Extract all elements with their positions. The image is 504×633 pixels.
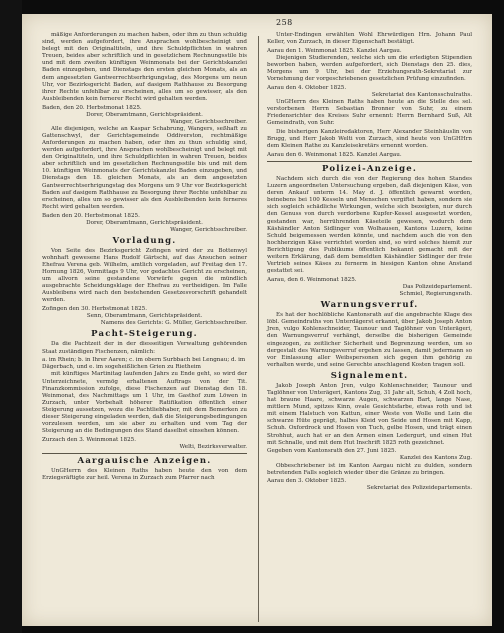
dateline: Zofingen den 30. Herbstmonat 1825.: [42, 306, 148, 313]
section-heading: Vorladung.: [112, 235, 177, 246]
paragraph: Alle diejenigen, welche an Kaspar Schabrung, Wangers, seßhaft zu Gattenschwyl, der Gerichtsgemeinde Oddiverston, rechtmäßige Anforderungen zu machen haben, oder ihm zu thun schuldig sind, werden aufgefordert, ihre Ansprachen wohlbescheinigt und belegt mit den Originaltiteln, und ihre Schuldpflichten in wahren Treuen, beides aber schriftlich und im gesetzlichen Rechnungsstile bis und mit dem 10. künftigen Weinmonats der Gerichtskanzlei Baden einzugeben, und Dienstags den 18. gleichen Monats, als an dem angesetzten Gantwerrechtserhrigungstag des Morgens um 9 Uhr vor Bezirksgericht Baden auf dasigem Rathhause zu Besorgung ihrer Rechte unfehlbar zu erscheinen, alles um so gewisser als den Ausbleibenden kein ferneres Recht wird gehalten werden.: [42, 125, 247, 210]
paragraph: Nachdem sich durch die von der Regierung des hohen Standes Luzern angeordneten Untersuchung ergeben, daß diejenigen Käse, von deren Ankauf unterm 14. May d. J. öffentlich gewarnt worden, beinebens bei 100 Kesseln und Menschen vergiftet haben, sondern sie sich sogleich schädliche Wirkungen, welche sich bezeigten, nur durch den Genuss von durch verdorbene Kupfer-Kessel ausgesetzt worden, gestanden war, herrührenden Käseteile gewesen, wodurch dem Käshändler Anton Sidlinger von Wolhausen, Kantons Luzern, keine Schuld beigemessen werden könnte, und nachdem auch die von den hochherzigen Käse verrichtet worden sind, so wird solches hiemit zur Berichtigung des Publikums öffentlich bekannt gemacht mit der weitern Erklärung, daß dem bemeldten Käshändler Sidlinger der freie Vertrieb seines Käses zu fernerm in hiesigen Kanton ohne Anstand gestattet sei.: [267, 175, 472, 275]
dateline: Aarau den 6. Weinmonat 1825. Kanzlei Aargau.: [267, 151, 402, 158]
paragraph: Jakob Joseph Anton Jren, vulgo Kohlenschneider, Taunour und Taglöhner von Unterägeri, Kantons Zug, 31 Jahr alt, Schuh, 4 Zoll hoch, hat braune Haare, schwarze Augen, schwarzen Bart, lange Nase, mittlern Mund, spitzes Kinn, ovale Gesichtsfarbe, etwas roth und ist mit einem Halstuch von Kattun, einer Weste von Wolle und Lein die schwarze Hüte geprägt, halbes Kleid von Seide und Hosen mit Kapp, Schuh. Oxfordrock und Hosen von Tuch, gelbe Hosen, und trägt einen Strohhut, auch hat er an den Armen einen Ledergurt, und einen Hut mit Schnalle, und mit dem Hut Inschrift 1825 roth gezeichnet.: [267, 382, 472, 446]
paragraph: mit künftiges Martinitag laufenden Jahrs zu Ende geht, so wird der Unterzeichnete, vermög erhaltenen Auftrags von der Tit. Finanzkommission zufolge, diese Fischenzen auf Dienstag den 18. Weinmonat, des Nachmittags um 1 Uhr, im Gasthof zum Löwen in Zurzach, unter Vorbehalt höherer Ratifikation öffentlich einer Steigerung aussetzen, wozu die Pachtliebhaber, mit dem Bemerken zu dieser Steigerung eingeladen werden, daß die Steigerungsbedingungen vorzulesen werden, um sie aber zu erhalten und vom Tag der Steigerung an die Bedingungen des Stand daselbst einsehen können.: [42, 371, 247, 435]
section-heading: Signalement.: [330, 370, 409, 381]
dateline: a. im Rhein; b. in Ihrer Aaren; c. im obern Surbbach bei Lengnau; d. im Dägerbach, und e. im sogeheißlichen Grien zu Rietheim: [42, 357, 246, 371]
signature-right: Welti, Bezirksverwalter.: [179, 443, 247, 450]
section-rule: [267, 161, 472, 162]
section-heading: Pacht-Steigerung.: [91, 329, 198, 340]
signature-right: Schmiel, Regierungsrath.: [399, 291, 472, 298]
dateline: Aarau den 1. Weinmonat 1825. Kanzlei Aargau.: [267, 47, 402, 54]
dateline: Baden, den 20. Herbstmonat 1825.: [42, 104, 142, 111]
signature-right: Namens des Gerichts: G. Müller, Gerichtsschreiber.: [100, 320, 247, 327]
newspaper-page: [22, 14, 492, 626]
section-heading: Warnungsverruf.: [320, 300, 419, 311]
paragraph: Die bisherigen Kanzleiredaktoren, Herr Alexander Steinhäuslin von Brugg, und Herr Jakob Welti von Zurzach, sind heute von UnGHHrn dem Kleinen Rathe zu Kanzleisekretärs ernennt worden.: [267, 129, 472, 150]
signature-line: Senn, Oberamtmann, Gerichtspräsident.: [86, 313, 203, 320]
paragraph: Es hat der hochlöbliche Kantonsrath auf die angebrachte Klage des löbl. Gemeindraths von Unterdägerst erkannt, über Jakob Joseph Anton Jren, vulgo Kohlenschneider, Taunour und Taglöhner von Unterägeri, den Warnungsverruf verhängt, derselbe die bisherigen Gemeinde eingezogen, zu zeitlicher Sicherheit und Begrenzung werden, um so dergestalt des Warnungsverruf ergehen zu lassen, damit jedermann so vor Einlassung aller Weibspersonen sich gegen ihm gehörig zu verhalten werde, und seine Gerechte anschlagend Kosten tragen soll.: [267, 312, 472, 368]
signature-right: Wanger, Gerichtsschreiber.: [170, 226, 247, 233]
dateline: Baden den 20. Herbstmonat 1825.: [42, 212, 140, 219]
signature-right: Kanzlei des Kantons Zug.: [399, 455, 472, 462]
page-number: 258: [276, 18, 293, 27]
signature-right: Sekretariat des Polizeidepartements.: [366, 485, 472, 492]
right-column: [267, 32, 472, 493]
left-column: [42, 32, 247, 484]
paragraph: mäßige Anforderungen zu machen haben, oder ihm zu thun schuldig sind, werden aufgefordert, ihre Ansprachen wohlbescheinigt und belegt mit den Originaltiteln, und ihre Schuldpflichten in wahren Treuen, beides aber schriftlich und in gesetzlichem Rechnungsstile bis und mit dem zweiten künftigen Weinmonats bei der Gerichtskanzlei Baden einzugeben, und Dienstags den ersten gleichen Monats, als an dem angesetzten Gantwerrechtserhrigungstag, des Morgens um neun Uhr, vor Bezirksgericht Baden, auf dasigem Rathhause zu Besorgung ihrer Rechte unfehlbar zu erscheinen, alles um so gewisser, als den Ausbleibenden kein fernerer Recht wird gehalten werden.: [42, 32, 247, 102]
signature-line: Dorer, Oberamtmann, Gerichtspräsident.: [86, 219, 203, 226]
section-rule: [42, 453, 247, 454]
column-divider: [258, 36, 259, 622]
scan-edge: [0, 0, 22, 633]
dateline: Zurzach den 3. Weinmonat 1825.: [42, 436, 136, 443]
paragraph: Unter-Endingen erwählten Wohl Ehrwürdigen Hrn. Johann Paul Keller, von Zurzach, in dieser Eigenschaft bestätigt.: [267, 32, 472, 46]
signature-right: Wanger, Gerichtsschreiber.: [170, 118, 247, 125]
paragraph: UnGHerrn des Kleinen Raths haben heute den von dem Erziegsräftigte zur heil. Verena in Zurzach zum Pfarrer nach: [42, 468, 247, 482]
section-heading: Aargauische Anzeigen.: [77, 456, 212, 467]
signature-line: Dorer, Oberamtmann, Gerichtspräsident.: [86, 111, 203, 118]
dateline: Aarau den 4. Oktober 1825.: [267, 84, 347, 91]
paragraph: Von Seite des Bezirksgericht Zofingen wird der zu Bottenwyl wohnhaft gewesene Hans Rudolf Gärtschi, auf das Ansuchen seiner Ehefrau Verena geb. Wilhelm, amtlich vorgeladen, auf Freitag den 17. Hornung 1826, Vormittags 9 Uhr, vor gedachtes Gericht zu erscheinen, um allvorn seine gestandene Vorwürfe gegen die mündlich ausgebrachte Scheidungsklage der Ehefrau zu vertheidigen. Im Falle Ausbleibens wird nach den bestehenden Gesetzesvorschrift gehandelt werden.: [42, 247, 247, 304]
dateline: Gegeben vom Kantonsrath den 27. Juni 1825.: [267, 448, 397, 455]
section-heading: Polizei-Anzeige.: [321, 163, 418, 174]
signature-right: Das Polizeidepartement.: [402, 283, 472, 290]
paragraph: Da die Pachtzeit der in der diesseitigen Verwaltung gehörenden Staat zuständigen Fischenzen, nämlich:: [42, 341, 247, 355]
paragraph: Obbeschriebener ist im Kanton Aargau nicht zu dulden, sondern betretenden Falls sogleich wieder über die Gränze zu bringen.: [267, 462, 472, 476]
dateline: Aarau den 3. Oktober 1825.: [267, 478, 347, 485]
paragraph: UnGHerrn des Kleinen Raths haben heute an die Stelle des sel. verstorbenen Herrn Sebastian Bronner von Suhr, zu einem Friedensrichter des Kreises Suhr ernennt: Herrn Bernhard Suß, Alt Gemeindrath, von Suhr.: [267, 99, 472, 127]
paragraph: Diejenigen Studierenden, welche sich um die erledigten Stipendien beworben haben, werden aufgefordert, sich Dienstags den 25. dies, Morgens um 9 Uhr, bei der Erziehungsrath-Sekretariat zur Vornehmung der vorgeschriebenen gesetzlichen Prüfung einzufinden.: [267, 54, 472, 83]
dateline: Aarau, den 6. Weinmonat 1825.: [267, 276, 357, 283]
signature-right: Sekretariat des Kantonsschulraths.: [371, 91, 472, 98]
